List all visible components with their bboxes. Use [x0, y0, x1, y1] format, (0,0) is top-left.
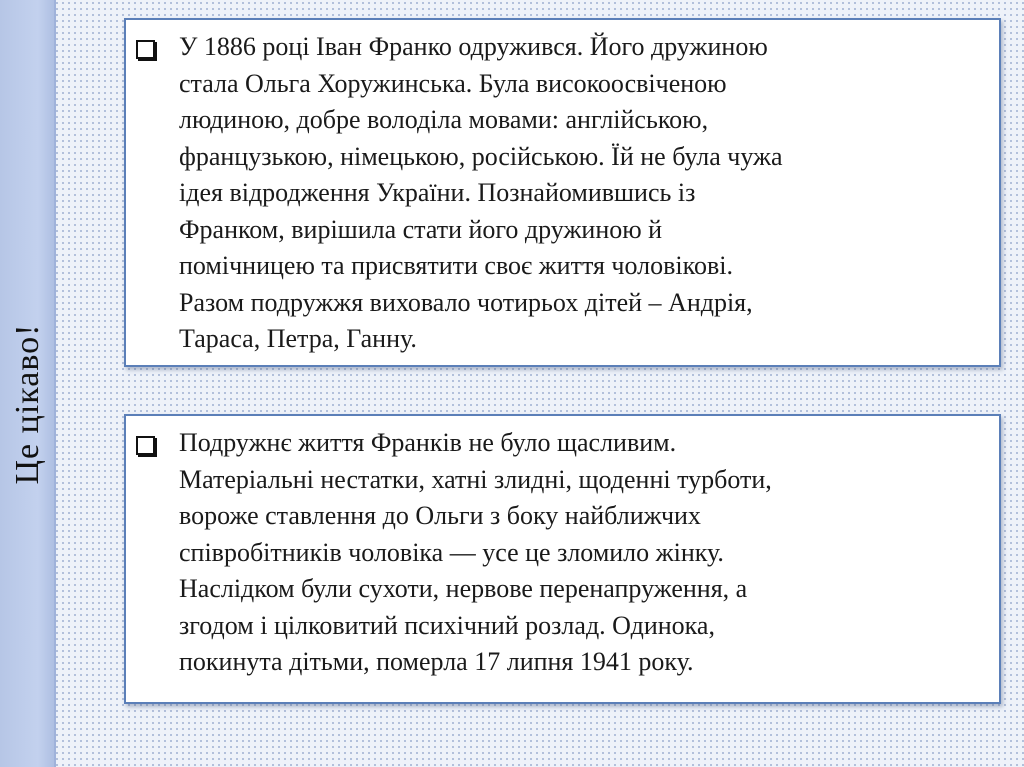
text-line: Тараса, Петра, Ганну.: [179, 324, 417, 353]
text-line: У 1886 році Іван Франко одружився. Його дружиною: [179, 32, 768, 61]
paragraph-family-life: [179, 425, 772, 681]
bullet-row: [136, 425, 985, 681]
text-line: вороже ставлення до Ольги з боку найближчих: [179, 501, 701, 530]
text-line: стала Ольга Хоружинська. Була високоосвіченою: [179, 68, 727, 98]
checkbox-bullet-icon: [136, 40, 155, 59]
text-line: людиною, добре володіла мовами: англійською,: [179, 105, 709, 134]
info-card-family-life: [124, 414, 1001, 704]
paragraph-marriage: [179, 29, 783, 358]
text-line: Матеріальні нестатки, хатні злидні, щоденні турботи,: [179, 464, 772, 494]
side-bar: [0, 0, 56, 767]
text-line: покинута дітьми, померла 17 липня 1941 року.: [179, 647, 694, 676]
text-line: Подружнє життя Франків не було щасливим.: [179, 428, 677, 457]
checkbox-bullet-icon: [136, 436, 155, 455]
text-line: помічницею та присвятити своє життя чоловікові.: [179, 251, 733, 280]
text-line: згодом і цілковитий психічний розлад. Одинока,: [179, 610, 715, 640]
text-line: Наслідком були сухоти, нервове перенапруження, а: [179, 574, 748, 603]
text-line: Франком, вирішила стати його дружиною й: [179, 214, 663, 244]
text-line: французькою, німецькою, російською. Їй не була чужа: [179, 141, 783, 171]
info-card-marriage: [124, 18, 1001, 367]
bullet-row: [136, 29, 985, 358]
text-line: ідея відродження України. Познайомившись із: [179, 178, 696, 207]
text-line: Разом подружжя виховало чотирьох дітей – Андрія,: [179, 287, 753, 317]
text-line: співробітників чоловіка — усе це зломило жінку.: [179, 537, 724, 567]
side-title: Це цікаво!: [9, 323, 46, 485]
